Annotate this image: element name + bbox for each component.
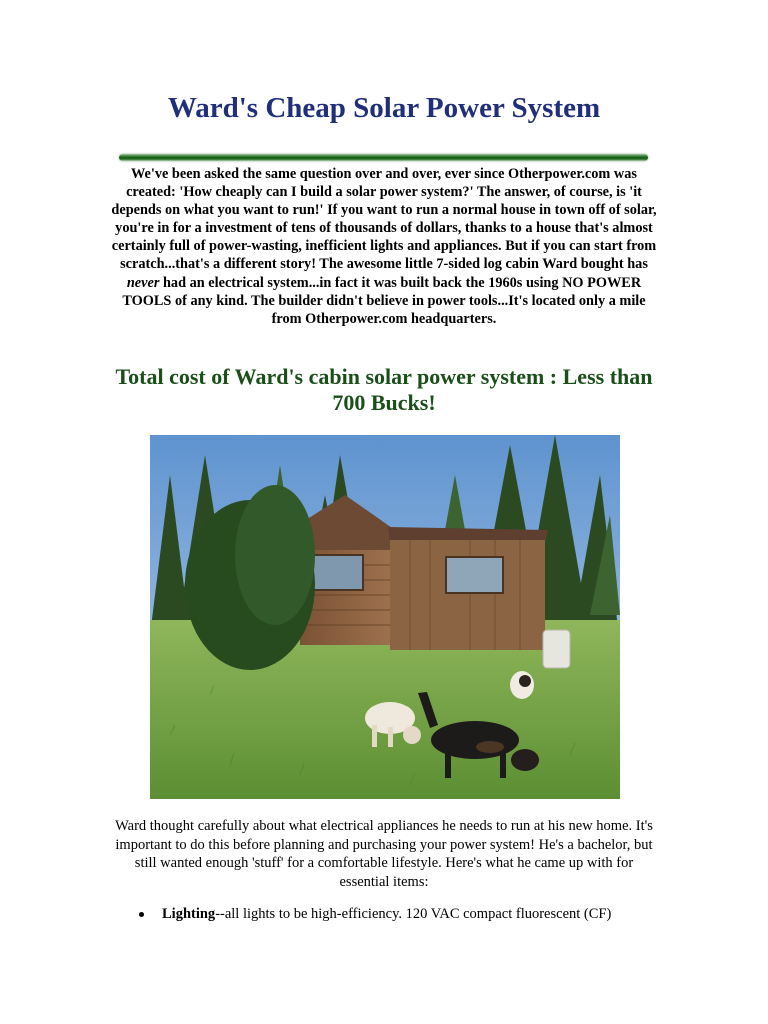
essential-items-list: [112, 905, 672, 924]
cost-subheading: Total cost of Ward's cabin solar power system : Less than 700 Bucks!: [115, 364, 653, 415]
intro-text-part-2: had an electrical system...in fact it was built back the 1960s using NO POWER TOOLS of any kind. The builder didn't believe in power tools...It's located only a mile from Otherpower.com headquarters.: [122, 274, 646, 327]
green-divider-rule: [119, 154, 648, 161]
bullet-icon: [139, 912, 144, 917]
cabin-photo-illustration: [150, 435, 620, 799]
appliances-paragraph: Ward thought carefully about what electrical appliances he needs to run at his new home. It's important to do this before planning and purchasing your power system! He's a bachelor, but still wanted enough 'stuff' for a comfortable lifestyle. Here's what he came up with for essential items:: [115, 818, 653, 890]
intro-paragraph: [106, 165, 662, 328]
small-dog: [510, 671, 534, 699]
intro-italic-word: never: [126, 274, 160, 291]
list-item: [112, 905, 672, 924]
cabin-photo: [150, 435, 620, 799]
intro-text-part-1: We've been asked the same question over and over, ever since Otherpower.com was created: 'How cheaply can I build a solar power system?' The answer, of course, is 'it depends on what you want to run!' If you want to run a normal house in town off of solar, you're in for a investment of tens of thousands of dollars, thanks to a house that's almost certainly full of power-wasting, inefficient lights and appliances. But if you can start from scratch...that's a different story! The awesome little 7-sided log cabin Ward bought has: [111, 166, 657, 273]
page-title: Ward's Cheap Solar Power System: [167, 92, 601, 124]
list-item-term: Lighting: [162, 906, 216, 922]
list-item-text: --all lights to be high-efficiency. 120 VAC compact fluorescent (CF): [215, 906, 612, 922]
